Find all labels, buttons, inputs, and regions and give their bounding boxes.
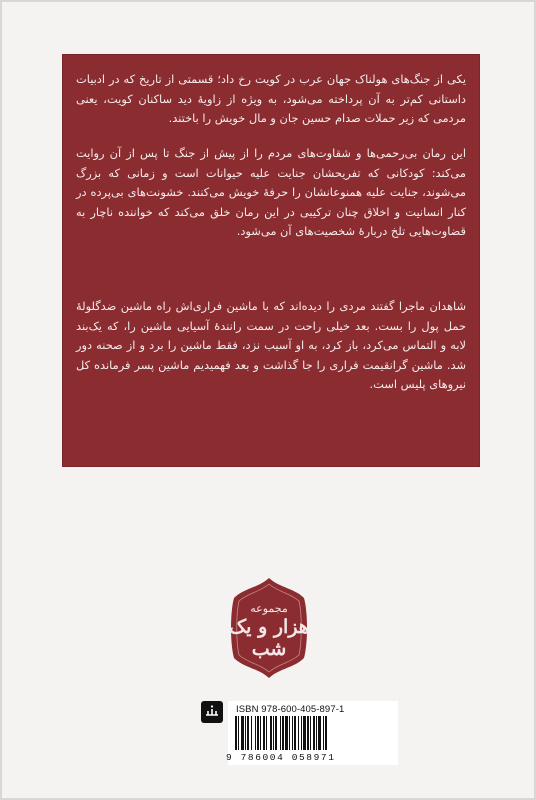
barcode-number: 9 786004 058971 — [226, 752, 336, 763]
synopsis-paragraph-1: یکی از جنگ‌های هولناک جهان عرب در کویت رخ داد؛ قسمتی از تاریخ که در ادبیات داستانی کم‌تر به آن پرداخته می‌شود، به ویژه از زاویهٔ دید ساکنان کویت، یعنی مردمی که زیر حملات صدام حسین جان و مال خویش را باختند. — [76, 72, 466, 126]
barcode-icon — [233, 716, 391, 752]
series-label: مجموعه — [250, 602, 288, 615]
excerpt-paragraph: شاهدان ماجرا گفتند مردی را دیده‌اند که با ماشین فراری‌اش راه ماشین ضدگلولهٔ حمل پول را بست. بعد خیلی راحت در سمت رانندهٔ آسیایی ماشین را، که یک‌بند لابه و التماس می‌کرد، باز کرد، به او آسیب نزد، فقط ماشین را برد و از صحنه دور شد. ماشین گرانقیمت فراری را جا گذاشت و بعد فهمیدیم ماشین پسر فرمانده کل نیروهای پلیس است. — [76, 299, 466, 392]
isbn-text: ISBN 978-600-405-897-1 — [236, 704, 345, 715]
series-title: هزار و یک شب — [229, 616, 309, 660]
series-emblem-text — [228, 576, 310, 680]
synopsis-paragraph-2: این رمان بی‌رحمی‌ها و شقاوت‌های مردم را از پیش از جنگ تا پس از آن روایت می‌کند: کودکانی که تفریحشان جنایت علیه حیوانات است و زمانی که بزرگ می‌شوند، جنایت علیه همنوعانشان را حرفهٔ خویش می‌کنند. خشونت‌های بی‌پرده در کنار انسانیت و اخلاق چنان ترکیبی در این رمان خلق می‌کند که خواننده ناچار به قضاوت‌هایی تلخ دربارهٔ شخصیت‌های آن می‌شود. — [76, 146, 466, 239]
publisher-logo-icon — [200, 700, 224, 724]
